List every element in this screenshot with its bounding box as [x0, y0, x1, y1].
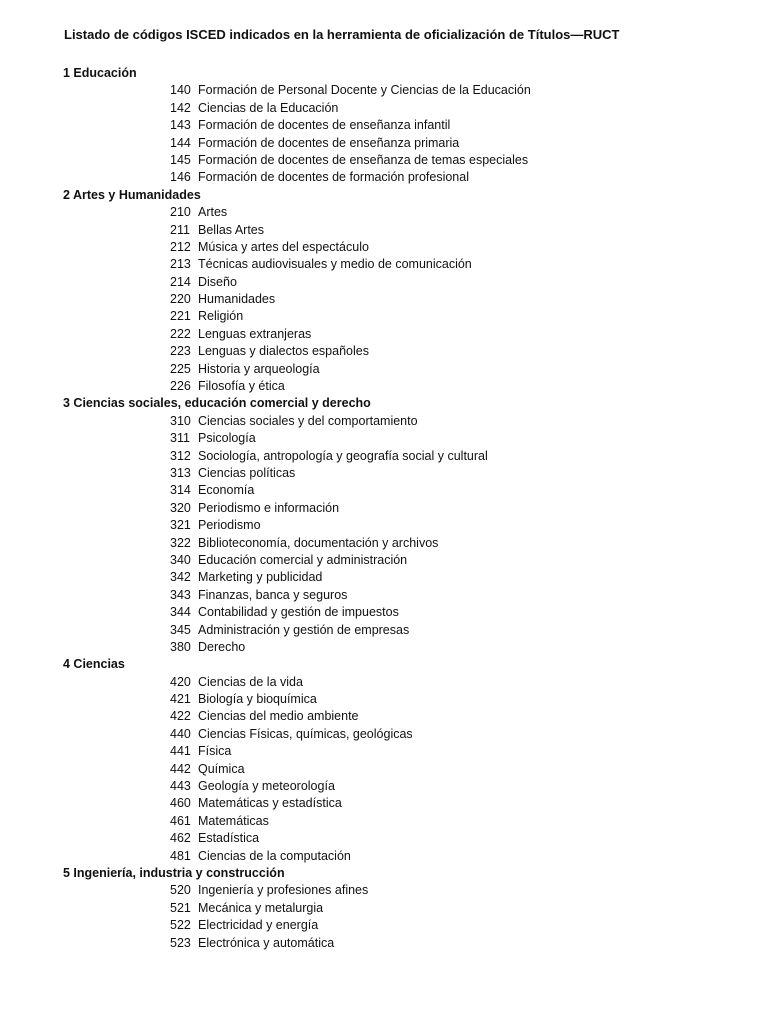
isced-code: 142 [170, 100, 191, 115]
isced-code: 322 [170, 535, 191, 550]
code-entry [0, 82, 768, 99]
isced-field-name: Filosofía y ética [198, 379, 285, 394]
isced-code: 321 [170, 518, 191, 533]
code-entry [0, 361, 768, 378]
isced-code: 345 [170, 622, 191, 637]
isced-code: 144 [170, 135, 191, 150]
isced-field-name: Derecho [198, 639, 246, 654]
isced-field-name: Lenguas extranjeras [198, 326, 312, 341]
isced-field-name: Formación de docentes de formación profesional [198, 170, 469, 185]
isced-code: 440 [170, 726, 191, 741]
code-entry [0, 222, 768, 239]
isced-field-name: Mecánica y metalurgia [198, 900, 324, 915]
isced-code: 422 [170, 709, 191, 724]
isced-field-name: Ciencias sociales y del comportamiento [198, 413, 418, 428]
code-entry [0, 117, 768, 134]
isced-field-name: Artes [198, 205, 228, 220]
isced-field-name: Ciencias políticas [198, 465, 296, 480]
isced-field-name: Biología y bioquímica [198, 692, 317, 707]
isced-code: 523 [170, 935, 191, 950]
isced-field-name: Matemáticas y estadística [198, 796, 342, 811]
code-entry [0, 100, 768, 117]
code-entry [0, 291, 768, 308]
isced-code: 462 [170, 831, 191, 846]
section-heading: 1 Educación [63, 66, 137, 80]
isced-field-name: Periodismo e información [198, 500, 340, 515]
isced-code: 220 [170, 292, 191, 307]
section [0, 65, 768, 187]
isced-field-name: Lenguas y dialectos españoles [198, 344, 369, 359]
isced-code: 213 [170, 257, 191, 272]
section [0, 865, 768, 952]
code-entry [0, 691, 768, 708]
code-entry [0, 430, 768, 447]
code-entry [0, 152, 768, 169]
isced-field-name: Formación de docentes de enseñanza primaria [198, 135, 460, 150]
isced-code: 344 [170, 605, 191, 620]
code-entry [0, 448, 768, 465]
isced-field-name: Educación comercial y administración [198, 552, 408, 567]
isced-code: 140 [170, 83, 191, 98]
code-entry [0, 343, 768, 360]
isced-code: 225 [170, 361, 191, 376]
code-entry [0, 622, 768, 639]
code-entry [0, 465, 768, 482]
isced-field-name: Religión [198, 309, 244, 324]
isced-field-name: Electrónica y automática [198, 935, 335, 950]
isced-code: 420 [170, 674, 191, 689]
code-entry [0, 639, 768, 656]
isced-code: 145 [170, 152, 191, 167]
isced-field-name: Formación de Personal Docente y Ciencias de la Educación [198, 83, 531, 98]
isced-code: 460 [170, 796, 191, 811]
isced-code: 223 [170, 344, 191, 359]
isced-code: 421 [170, 692, 191, 707]
isced-field-name: Economía [198, 483, 255, 498]
code-entry [0, 378, 768, 395]
isced-field-name: Matemáticas [198, 813, 269, 828]
code-entry [0, 935, 768, 952]
isced-field-name: Técnicas audiovisuales y medio de comunicación [198, 257, 472, 272]
isced-field-name: Ingeniería y profesiones afines [198, 883, 369, 898]
code-entry [0, 813, 768, 830]
isced-field-name: Contabilidad y gestión de impuestos [198, 605, 399, 620]
code-entry [0, 204, 768, 221]
code-entry [0, 761, 768, 778]
section-heading: 2 Artes y Humanidades [63, 187, 201, 202]
isced-code: 380 [170, 639, 191, 654]
isced-field-name: Diseño [198, 274, 237, 289]
isced-field-name: Ciencias de la Educación [198, 100, 339, 115]
code-entry [0, 274, 768, 291]
section-heading: 4 Ciencias [63, 657, 125, 672]
code-entry [0, 308, 768, 325]
isced-code: 221 [170, 309, 191, 324]
code-entry [0, 848, 768, 865]
code-entry [0, 917, 768, 934]
section [0, 395, 768, 656]
code-entry [0, 674, 768, 691]
isced-field-name: Psicología [198, 431, 256, 446]
isced-code-list [0, 65, 768, 952]
section-heading: 3 Ciencias sociales, educación comercial y derecho [63, 396, 371, 411]
isced-field-name: Estadística [198, 831, 260, 846]
isced-code: 442 [170, 761, 191, 776]
code-entry [0, 569, 768, 586]
code-entry [0, 795, 768, 812]
isced-field-name: Ciencias Físicas, químicas, geológicas [198, 726, 413, 741]
isced-field-name: Física [198, 744, 232, 759]
isced-code: 226 [170, 379, 191, 394]
code-entry [0, 743, 768, 760]
code-entry [0, 830, 768, 847]
isced-code: 312 [170, 448, 191, 463]
isced-field-name: Música y artes del espectáculo [198, 239, 369, 254]
code-entry [0, 413, 768, 430]
isced-field-name: Formación de docentes de enseñanza de temas especiales [198, 152, 529, 167]
isced-field-name: Sociología, antropología y geografía social y cultural [198, 448, 488, 463]
isced-field-name: Biblioteconomía, documentación y archivos [198, 535, 439, 550]
isced-field-name: Química [198, 761, 245, 776]
isced-code: 143 [170, 118, 191, 133]
isced-code: 521 [170, 900, 191, 915]
isced-field-name: Ciencias de la computación [198, 848, 351, 863]
code-entry [0, 900, 768, 917]
code-entry [0, 552, 768, 569]
code-entry [0, 708, 768, 725]
isced-code: 311 [170, 431, 190, 446]
code-entry [0, 135, 768, 152]
isced-code: 340 [170, 552, 191, 567]
isced-field-name: Electricidad y energía [198, 918, 319, 933]
code-entry [0, 500, 768, 517]
isced-code: 210 [170, 205, 191, 220]
isced-field-name: Finanzas, banca y seguros [198, 587, 348, 602]
isced-code: 461 [170, 813, 191, 828]
isced-code: 211 [170, 222, 190, 237]
isced-code: 214 [170, 274, 191, 289]
isced-code: 314 [170, 483, 191, 498]
isced-code: 222 [170, 326, 191, 341]
code-entry [0, 604, 768, 621]
section [0, 656, 768, 865]
isced-field-name: Bellas Artes [198, 222, 265, 237]
isced-code: 443 [170, 779, 191, 794]
code-entry [0, 169, 768, 186]
isced-field-name: Humanidades [198, 292, 276, 307]
isced-field-name: Formación de docentes de enseñanza infantil [198, 118, 451, 133]
isced-field-name: Periodismo [198, 518, 261, 533]
isced-code: 481 [170, 848, 191, 863]
isced-code: 342 [170, 570, 191, 585]
code-entry [0, 256, 768, 273]
code-entry [0, 587, 768, 604]
document-title: Listado de códigos ISCED indicados en la herramienta de oficialización de Títulos—RUCT [64, 27, 620, 42]
isced-code: 441 [170, 744, 191, 759]
section [0, 187, 768, 396]
isced-code: 320 [170, 500, 191, 515]
section-heading: 5 Ingeniería, industria y construcción [63, 865, 285, 880]
code-entry [0, 778, 768, 795]
isced-code: 212 [170, 239, 191, 254]
isced-code: 520 [170, 883, 191, 898]
isced-field-name: Ciencias de la vida [198, 674, 303, 689]
isced-field-name: Ciencias del medio ambiente [198, 709, 359, 724]
code-entry [0, 239, 768, 256]
isced-field-name: Administración y gestión de empresas [198, 622, 410, 637]
isced-code: 343 [170, 587, 191, 602]
isced-field-name: Historia y arqueología [198, 361, 320, 376]
isced-code: 146 [170, 170, 191, 185]
code-entry [0, 882, 768, 899]
code-entry [0, 482, 768, 499]
isced-code: 522 [170, 918, 191, 933]
code-entry [0, 726, 768, 743]
isced-code: 313 [170, 465, 191, 480]
isced-field-name: Marketing y publicidad [198, 570, 323, 585]
code-entry [0, 535, 768, 552]
code-entry [0, 326, 768, 343]
code-entry [0, 517, 768, 534]
isced-code: 310 [170, 413, 191, 428]
isced-field-name: Geología y meteorología [198, 779, 335, 794]
